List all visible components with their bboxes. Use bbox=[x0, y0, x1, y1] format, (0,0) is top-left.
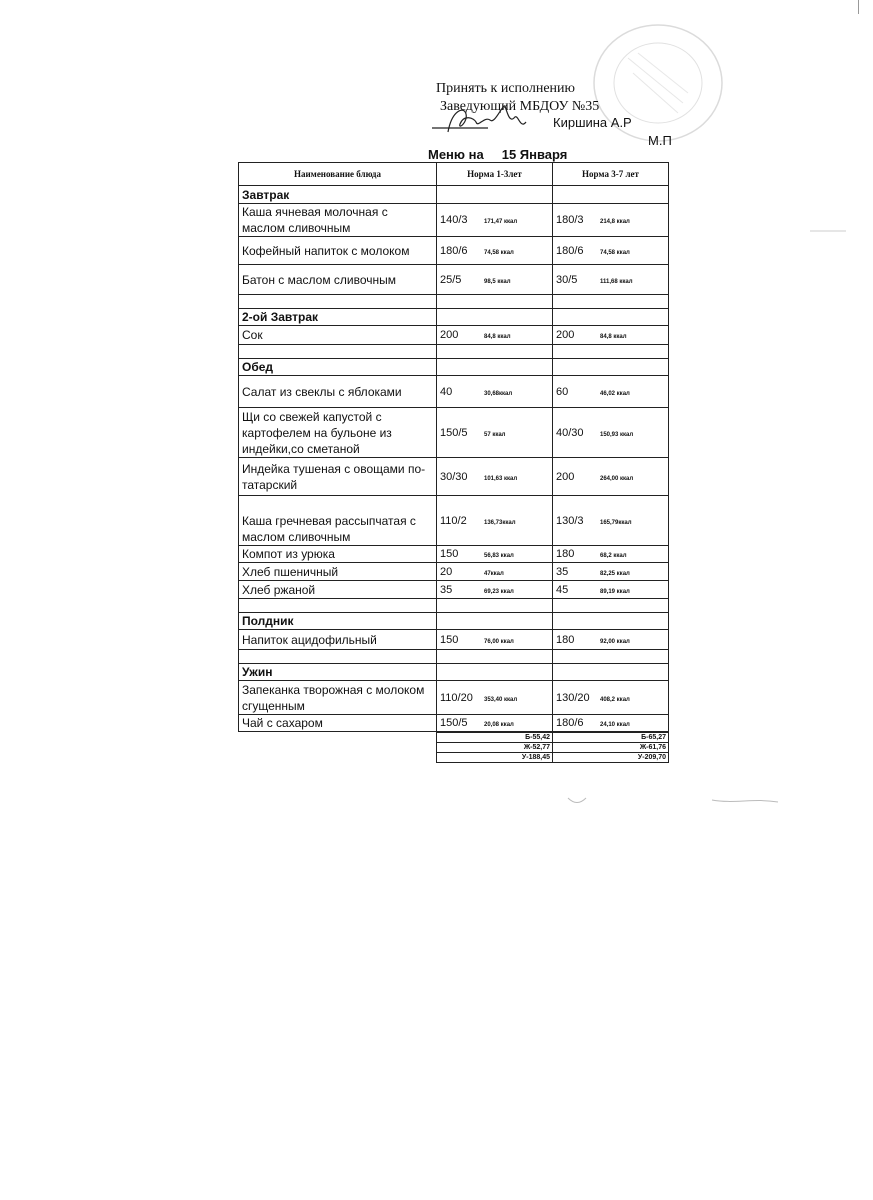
blank-row bbox=[239, 345, 669, 359]
blank-row bbox=[239, 295, 669, 309]
dish-name: Индейка тушеная с овощами по-татарский bbox=[239, 458, 437, 496]
kcal-3-7: 111,68 ккал bbox=[600, 278, 633, 285]
portion-1-3: 150/5 bbox=[440, 426, 468, 439]
portion-1-3: 150 bbox=[440, 633, 459, 646]
kcal-3-7: 46,02 ккал bbox=[600, 390, 630, 397]
portion-3-7: 130/3 bbox=[556, 514, 584, 527]
portion-1-3: 20 bbox=[440, 565, 453, 578]
portion-3-7: 60 bbox=[556, 385, 569, 398]
kcal-1-3: 20,08 ккал bbox=[484, 722, 514, 728]
portion-1-3: 25/5 bbox=[440, 273, 462, 286]
total-protein-3-7: Б-65,27 bbox=[553, 733, 669, 743]
kcal-3-7: 150,93 ккал bbox=[600, 431, 634, 438]
portion-3-7: 180/3 bbox=[556, 214, 584, 226]
portion-1-3: 150 bbox=[440, 548, 459, 560]
dish-name: Запеканка творожная с молоком сгущенным bbox=[239, 681, 437, 715]
menu-title bbox=[428, 147, 567, 162]
portion-1-3: 110/20 bbox=[440, 691, 473, 704]
header-norm-1-3: Норма 1-3лет bbox=[437, 163, 553, 186]
signature-image bbox=[430, 100, 560, 140]
header-norm-3-7: Норма 3-7 лет bbox=[553, 163, 669, 186]
dish-name: Щи со свежей капустой с картофелем на бульоне из индейки,со сметаной bbox=[239, 408, 437, 458]
kcal-1-3: 30,68ккал bbox=[484, 390, 513, 397]
portion-1-3: 150/5 bbox=[440, 717, 468, 729]
dish-name: Батон с маслом сливочным bbox=[239, 265, 437, 295]
portion-3-7: 45 bbox=[556, 583, 569, 596]
portion-1-3: 180/6 bbox=[440, 244, 468, 257]
approval-line-accept: Принять к исполнению bbox=[436, 81, 575, 96]
kcal-1-3: 74,58 ккал bbox=[484, 249, 514, 256]
approval-line-head: Заведующий МБДОУ №35 bbox=[440, 99, 600, 114]
header-dish: Наименование блюда bbox=[239, 163, 437, 186]
kcal-1-3: 69,23 ккал bbox=[484, 588, 514, 595]
scan-line-mark bbox=[808, 228, 848, 234]
portion-3-7: 180 bbox=[556, 633, 575, 646]
dish-name: Хлеб ржаной bbox=[239, 581, 437, 599]
kcal-1-3: 353,40 ккал bbox=[484, 696, 518, 703]
portion-1-3: 30/30 bbox=[440, 470, 468, 483]
dish-name: Хлеб пшеничный bbox=[239, 563, 437, 581]
kcal-1-3: 98,5 ккал bbox=[484, 278, 511, 285]
dish-name: Салат из свеклы с яблоками bbox=[239, 376, 437, 408]
portion-3-7: 180 bbox=[556, 548, 575, 560]
portion-3-7: 180/6 bbox=[556, 717, 584, 729]
kcal-1-3: 136,73ккал bbox=[484, 519, 516, 526]
blank-row bbox=[239, 599, 669, 613]
section-afternoon-snack: Полдник bbox=[239, 613, 437, 630]
kcal-3-7: 264,00 ккал bbox=[600, 475, 634, 482]
portion-1-3: 140/3 bbox=[440, 214, 468, 226]
total-carbs-3-7: У-209,70 bbox=[553, 753, 669, 763]
kcal-1-3: 171,47 ккал bbox=[484, 219, 518, 225]
dish-name: Компот из урюка bbox=[239, 546, 437, 563]
kcal-3-7: 84,8 ккал bbox=[600, 334, 627, 340]
portion-1-3: 40 bbox=[440, 385, 453, 398]
kcal-1-3: 47ккал bbox=[484, 570, 504, 577]
seal-place-label: М.П bbox=[648, 133, 672, 148]
scan-edge-mark bbox=[858, 0, 859, 14]
portion-3-7: 35 bbox=[556, 565, 569, 578]
kcal-1-3: 56,83 ккал bbox=[484, 553, 514, 559]
total-fat-1-3: Ж-52,77 bbox=[437, 743, 553, 753]
kcal-1-3: 57 ккал bbox=[484, 431, 506, 438]
menu-table bbox=[238, 162, 669, 732]
menu-date: 15 Января bbox=[501, 147, 568, 162]
section-second-breakfast: 2-ой Завтрак bbox=[239, 309, 437, 326]
kcal-3-7: 68,2 ккал bbox=[600, 553, 627, 559]
kcal-1-3: 76,00 ккал bbox=[484, 638, 514, 645]
section-dinner: Ужин bbox=[239, 664, 437, 681]
dish-name: Каша гречневая рассыпчатая с маслом сливочным bbox=[239, 496, 437, 546]
portion-1-3: 35 bbox=[440, 583, 453, 596]
kcal-3-7: 82,25 ккал bbox=[600, 570, 630, 577]
portion-1-3: 200 bbox=[440, 329, 459, 341]
menu-title-prefix: Меню на bbox=[428, 147, 484, 162]
total-fat-3-7: Ж-61,76 bbox=[553, 743, 669, 753]
portion-3-7: 200 bbox=[556, 329, 575, 341]
portion-3-7: 180/6 bbox=[556, 244, 584, 257]
dish-name: Чай с сахаром bbox=[239, 715, 437, 732]
kcal-3-7: 89,19 ккал bbox=[600, 588, 630, 595]
kcal-1-3: 101,63 ккал bbox=[484, 475, 518, 482]
section-lunch: Обед bbox=[239, 359, 437, 376]
dish-name: Каша ячневая молочная с маслом сливочным bbox=[239, 204, 437, 237]
kcal-3-7: 92,00 ккал bbox=[600, 638, 630, 645]
total-protein-1-3: Б-55,42 bbox=[437, 733, 553, 743]
total-carbs-1-3: У-188,45 bbox=[437, 753, 553, 763]
dish-name: Кофейный напиток с молоком bbox=[239, 237, 437, 265]
kcal-3-7: 24,10 ккал bbox=[600, 722, 630, 728]
kcal-3-7: 165,79ккал bbox=[600, 519, 632, 526]
kcal-3-7: 74,58 ккал bbox=[600, 249, 630, 256]
dish-name: Сок bbox=[239, 326, 437, 345]
portion-1-3: 110/2 bbox=[440, 514, 467, 527]
dish-name: Напиток ацидофильный bbox=[239, 630, 437, 650]
kcal-3-7: 214,8 ккал bbox=[600, 219, 630, 225]
blank-row bbox=[239, 650, 669, 664]
kcal-1-3: 84,8 ккал bbox=[484, 334, 511, 340]
kcal-3-7: 408,2 ккал bbox=[600, 696, 630, 703]
portion-3-7: 130/20 bbox=[556, 691, 590, 704]
nutrient-totals-table bbox=[436, 732, 669, 763]
portion-3-7: 200 bbox=[556, 470, 575, 483]
scan-smudge-mark bbox=[564, 792, 784, 812]
portion-3-7: 30/5 bbox=[556, 273, 578, 286]
portion-3-7: 40/30 bbox=[556, 426, 584, 439]
section-breakfast: Завтрак bbox=[239, 186, 437, 204]
approval-name: Киршина А.Р bbox=[553, 115, 632, 130]
